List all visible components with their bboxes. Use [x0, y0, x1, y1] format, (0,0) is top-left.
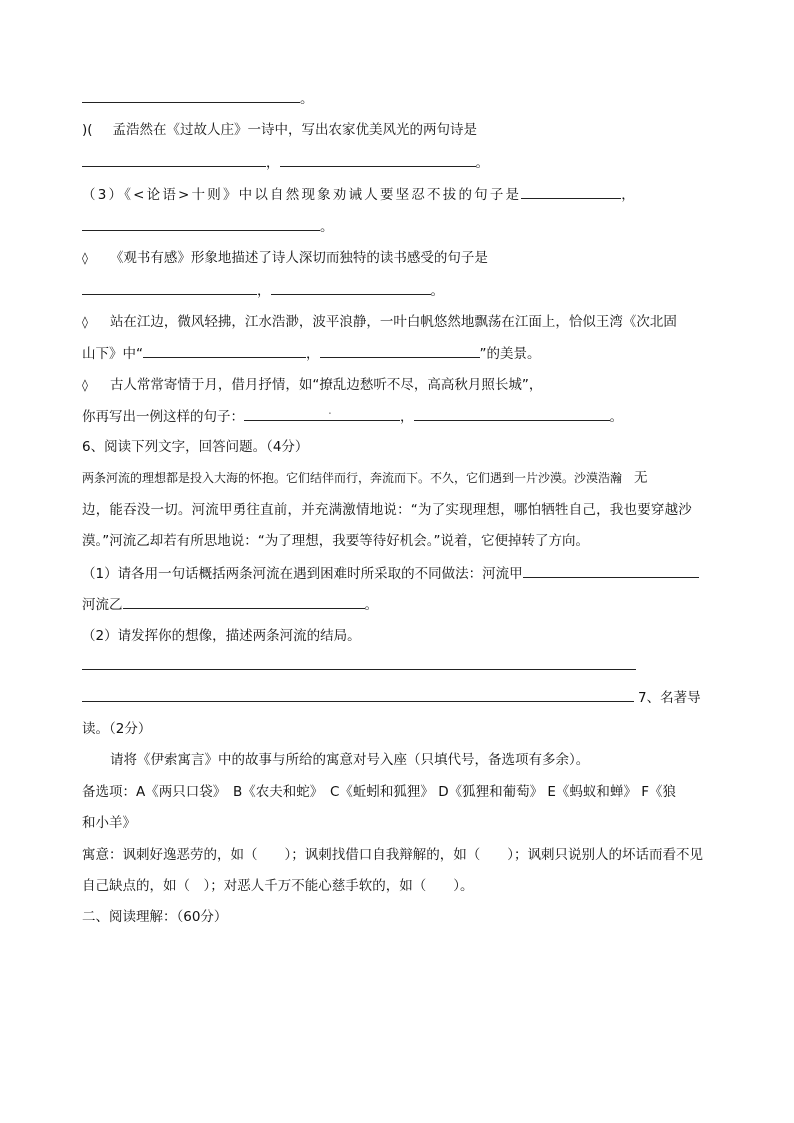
question-5-line — [82, 312, 677, 332]
question-text: 古人常常寄情于月，借月抒情，如“撩乱边愁听不尽，高高秋月照长城”， — [109, 377, 543, 393]
answer-blank[interactable] — [320, 343, 480, 358]
answer-blank[interactable] — [414, 406, 610, 421]
passage-line: 漠。”河流乙却若有所思地说：“为了理想，我要等待好机会。”说着，它便掉转了方向。 — [82, 533, 589, 549]
question-3-answer: 。 — [82, 216, 334, 237]
question-text: 孟浩然在《过故人庄》一诗中，写出农家优美风光的两句诗是 — [112, 122, 478, 138]
options-line: 和小羊》 — [82, 815, 136, 831]
question-marker: ◊ — [82, 378, 88, 392]
section-6-title: 6、阅读下列文字，回答问题。（4分） — [82, 439, 309, 455]
meaning-line: 寓意：讽刺好逸恶劳的，如（ ）；讽刺找借口自我辩解的，如（ ）；讽刺只说别人的坏话而看不见 — [82, 847, 703, 863]
answer-blank[interactable] — [280, 152, 476, 167]
section-7-title: 7、名著导 — [638, 690, 701, 706]
question-marker: ◊ — [82, 315, 88, 329]
question-6-answer: 你再写出一例这样的句子： . ， 。 — [82, 403, 623, 425]
question-3-line: （3）《<论语>十则》中以自然现象劝诫人要坚忍不拔的句子是 ， — [82, 184, 637, 205]
subquestion-2: （2）请发挥你的想像，描述两条河流的结局。 — [82, 628, 361, 644]
answer-blank[interactable] — [143, 343, 306, 358]
section-2-title: 二、阅读理解：（60分） — [82, 909, 228, 925]
question-6-line — [82, 375, 542, 395]
answer-rule[interactable] — [82, 669, 636, 670]
passage-line: 两条河流的理想都是投入大海的怀抱。它们结伴而行，奔流而下。不久，它们遇到一片沙漠。沙漠浩瀚 无 — [82, 470, 648, 486]
passage-line: 边，能吞没一切。河流甲勇往直前，并充满激情地说：“为了实现理想，哪怕牺牲自己，我也要穿越沙 — [82, 502, 692, 518]
answer-blank[interactable] — [82, 88, 300, 103]
answer-blank[interactable] — [123, 594, 365, 609]
question-marker: ◊ — [82, 251, 88, 265]
meaning-line: 自己缺点的，如（ ）；对恶人千万不能心慈手软的，如（ ）。 — [82, 878, 474, 894]
answer-blank[interactable]: . — [244, 406, 400, 421]
answer-blank[interactable] — [521, 184, 621, 199]
answer-blank[interactable] — [82, 216, 320, 231]
options-line: 备选项：A《两只口袋》 B《农夫和蛇》 C《蚯蚓和狐狸》 D《狐狸和葡萄》 E《蚂蚁和蝉》 F《狼 — [82, 784, 676, 800]
answer-line-1: 。 — [82, 88, 314, 109]
section-7-instructions: 请将《伊索寓言》中的故事与所给的寓意对号入座（只填代号，备选项有多余）。 — [110, 752, 590, 768]
question-marker: )( — [82, 122, 93, 138]
answer-blank[interactable] — [82, 280, 257, 295]
answer-blank[interactable] — [82, 152, 266, 167]
question-2-line — [82, 120, 477, 140]
question-4-line — [82, 248, 488, 268]
answer-blank[interactable] — [523, 563, 699, 578]
answer-blank[interactable] — [271, 280, 431, 295]
question-5-answer: 山下》中“ ， ”的美景。 — [82, 343, 541, 364]
question-text: 站在江边，微风轻拂，江水浩渺，波平浪静，一叶白帆悠然地飘荡在江面上，恰似王湾《次北固 — [109, 314, 677, 330]
subquestion-1-b: 河流乙 。 — [82, 594, 378, 615]
question-2-answer: ， 。 — [82, 152, 489, 173]
subquestion-1: （1）请各用一句话概括两条河流在遇到困难时所采取的不同做法：河流甲 — [82, 563, 699, 584]
answer-rule[interactable] — [82, 701, 634, 702]
question-4-answer: ， 。 — [82, 280, 444, 301]
question-text: 《观书有感》形象地描述了诗人深切而独特的读书感受的句子是 — [109, 250, 488, 266]
section-7-title-cont: 读。（2分） — [82, 721, 152, 737]
question-text: （3）《<论语>十则》中以自然现象劝诫人要坚忍不拔的句子是 — [82, 187, 522, 203]
